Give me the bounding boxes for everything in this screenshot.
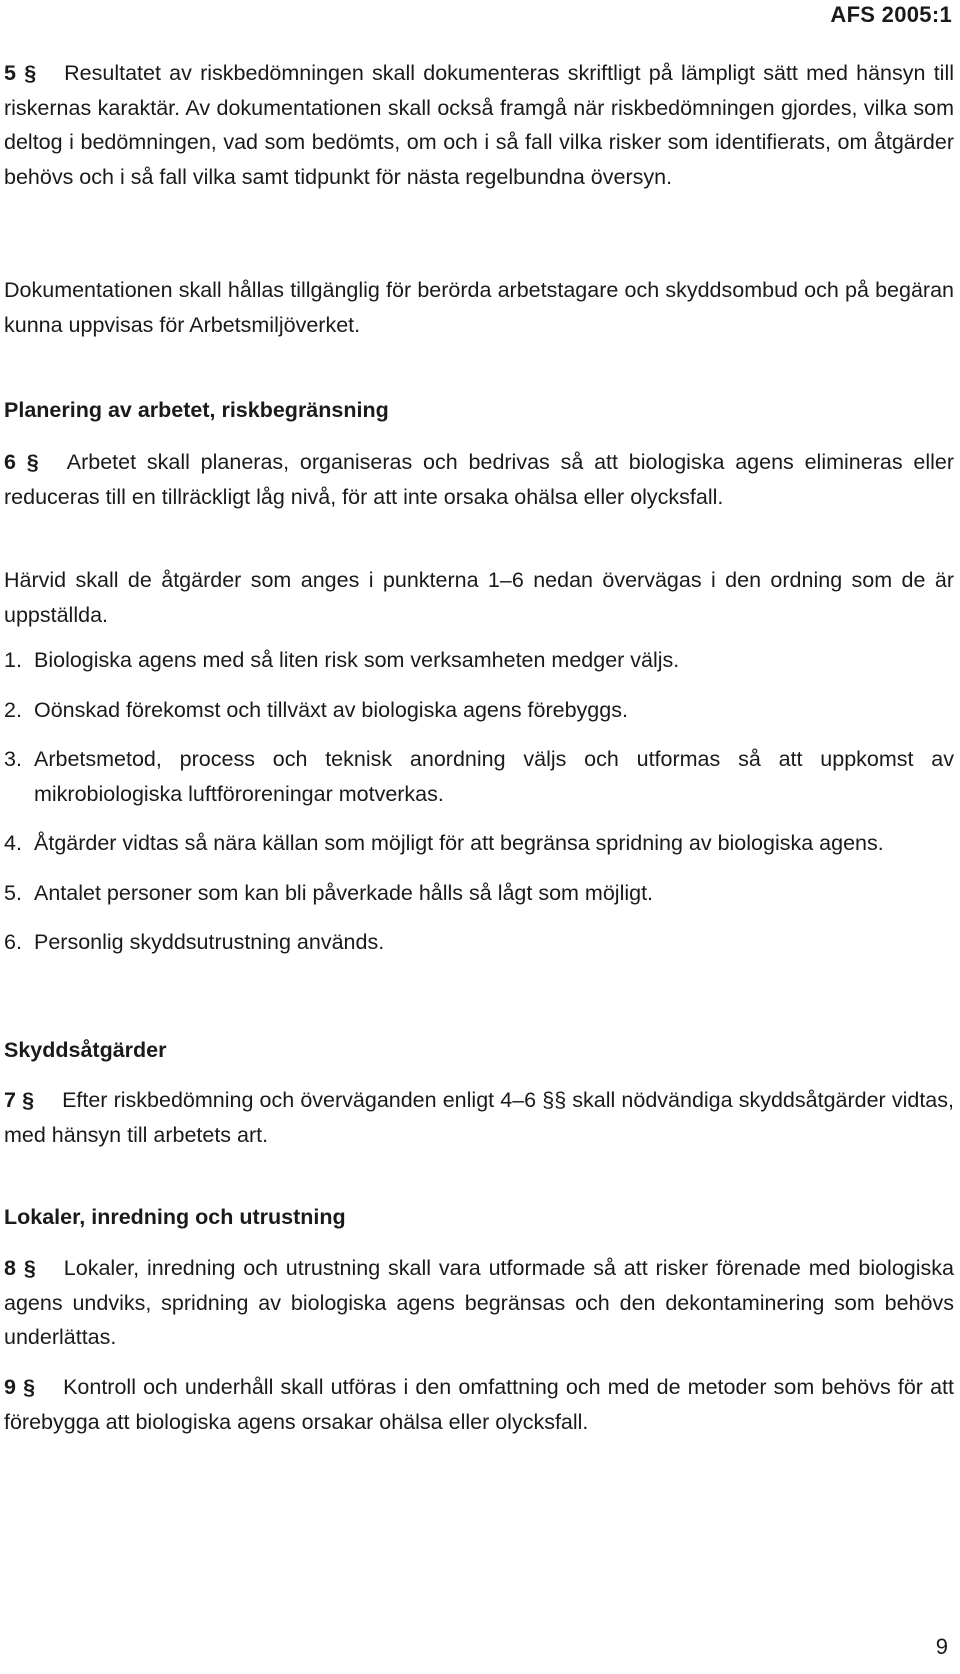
section-7: [4, 1083, 954, 1152]
section-symbol: §: [26, 450, 39, 474]
list-number: 4.: [4, 831, 22, 855]
section-number: 9: [4, 1375, 16, 1399]
list-text: Åtgärder vidtas så nära källan som möjligt för att begränsa spridning av biologiska agens.: [34, 831, 884, 855]
section-symbol: §: [23, 1375, 36, 1399]
section-8: [4, 1251, 954, 1355]
section-8-paragraph: [4, 1251, 954, 1355]
section-9: [4, 1370, 954, 1439]
section-number: 6: [4, 450, 16, 474]
section-5: [4, 56, 954, 194]
list-text: Personlig skyddsutrustning används.: [34, 930, 385, 954]
section-text: Kontroll och underhåll skall utföras i den omfattning och med de metoder som behövs för att förebygga att biologiska agens orsakar ohälsa eller olycksfall.: [4, 1375, 954, 1434]
section-text: Lokaler, inredning och utrustning skall vara utformade så att risker förenade med biologiska agens undviks, spridning av biologiska agens begränsas och den dekontaminering som behövs underlättas.: [4, 1256, 954, 1349]
section-6-order: [4, 563, 954, 632]
list-text: Antalet personer som kan bli påverkade hålls så lågt som möjligt.: [34, 880, 654, 905]
list-item: [4, 876, 954, 911]
measures-list: [4, 643, 954, 960]
list-item: [4, 925, 954, 960]
section-9-paragraph: [4, 1370, 954, 1439]
section-number: 8: [4, 1256, 16, 1280]
list-item: [4, 742, 954, 811]
list-item: [4, 826, 954, 861]
list-number: 3.: [4, 747, 22, 771]
list-number: 1.: [4, 648, 22, 672]
page-number: 9: [935, 1634, 948, 1659]
section-symbol: §: [24, 61, 37, 85]
section-6: [4, 445, 954, 514]
section-5-paragraph: [4, 56, 954, 194]
section-6-paragraph: [4, 445, 954, 514]
heading-planning: [4, 395, 954, 425]
section-heading: Lokaler, inredning och utrustning: [4, 1205, 346, 1229]
list-number: 6.: [4, 930, 22, 954]
section-text: Arbetet skall planeras, organiseras och bedrivas så att biologiska agens elimineras eller reduceras till en tillräckligt låg nivå, för att inte orsaka ohälsa eller olycksfall.: [4, 450, 954, 509]
list-text: Oönskad förekomst och tillväxt av biologiska agens förebyggs.: [34, 697, 628, 722]
document-code: AFS 2005:1: [830, 2, 952, 27]
heading-premises: [4, 1202, 954, 1232]
section-5-documentation: [4, 273, 954, 342]
list-item: [4, 693, 954, 728]
paragraph-text: Härvid skall de åtgärder som anges i punkterna 1–6 nedan övervägas i den ordning som de är uppställda.: [4, 568, 954, 627]
section-heading: Planering av arbetet, riskbegränsning: [4, 398, 389, 422]
list-number: 5.: [4, 880, 22, 905]
section-number: 5: [4, 61, 16, 85]
section-text: Efter riskbedömning och överväganden enligt 4–6 §§ skall nödvändiga skyddsåtgärder vidtas, med hänsyn till arbetets art.: [4, 1088, 954, 1147]
list-item: [4, 643, 954, 678]
section-symbol: §: [22, 1088, 35, 1112]
paragraph-text: Dokumentationen skall hållas tillgänglig för berörda arbetstagare och skyddsombud och på begäran kunna uppvisas för Arbetsmiljöverket.: [4, 278, 954, 337]
section-symbol: §: [23, 1256, 36, 1280]
list-number: 2.: [4, 697, 22, 722]
list-text: Biologiska agens med så liten risk som verksamheten medger väljs.: [34, 648, 680, 672]
heading-protection: [4, 1035, 954, 1065]
section-7-paragraph: [4, 1083, 954, 1152]
section-number: 7: [4, 1088, 16, 1112]
list-text: Arbetsmetod, process och teknisk anordning väljs och utformas så att uppkomst av mikrobiologiska luftföroreningar motverkas.: [34, 747, 954, 806]
section-text: Resultatet av riskbedömningen skall dokumenteras skriftligt på lämpligt sätt med hänsyn till riskernas karaktär. Av dokumentationen skall också framgå när riskbedömningen gjordes, vilka som deltog i bedömningen, vad som bedömts, om och i så fall vilka risker som identifierats, om åtgärder behövs och i så fall vilka samt tidpunkt för nästa regelbundna översyn.: [4, 61, 954, 189]
section-heading: Skyddsåtgärder: [4, 1038, 167, 1062]
